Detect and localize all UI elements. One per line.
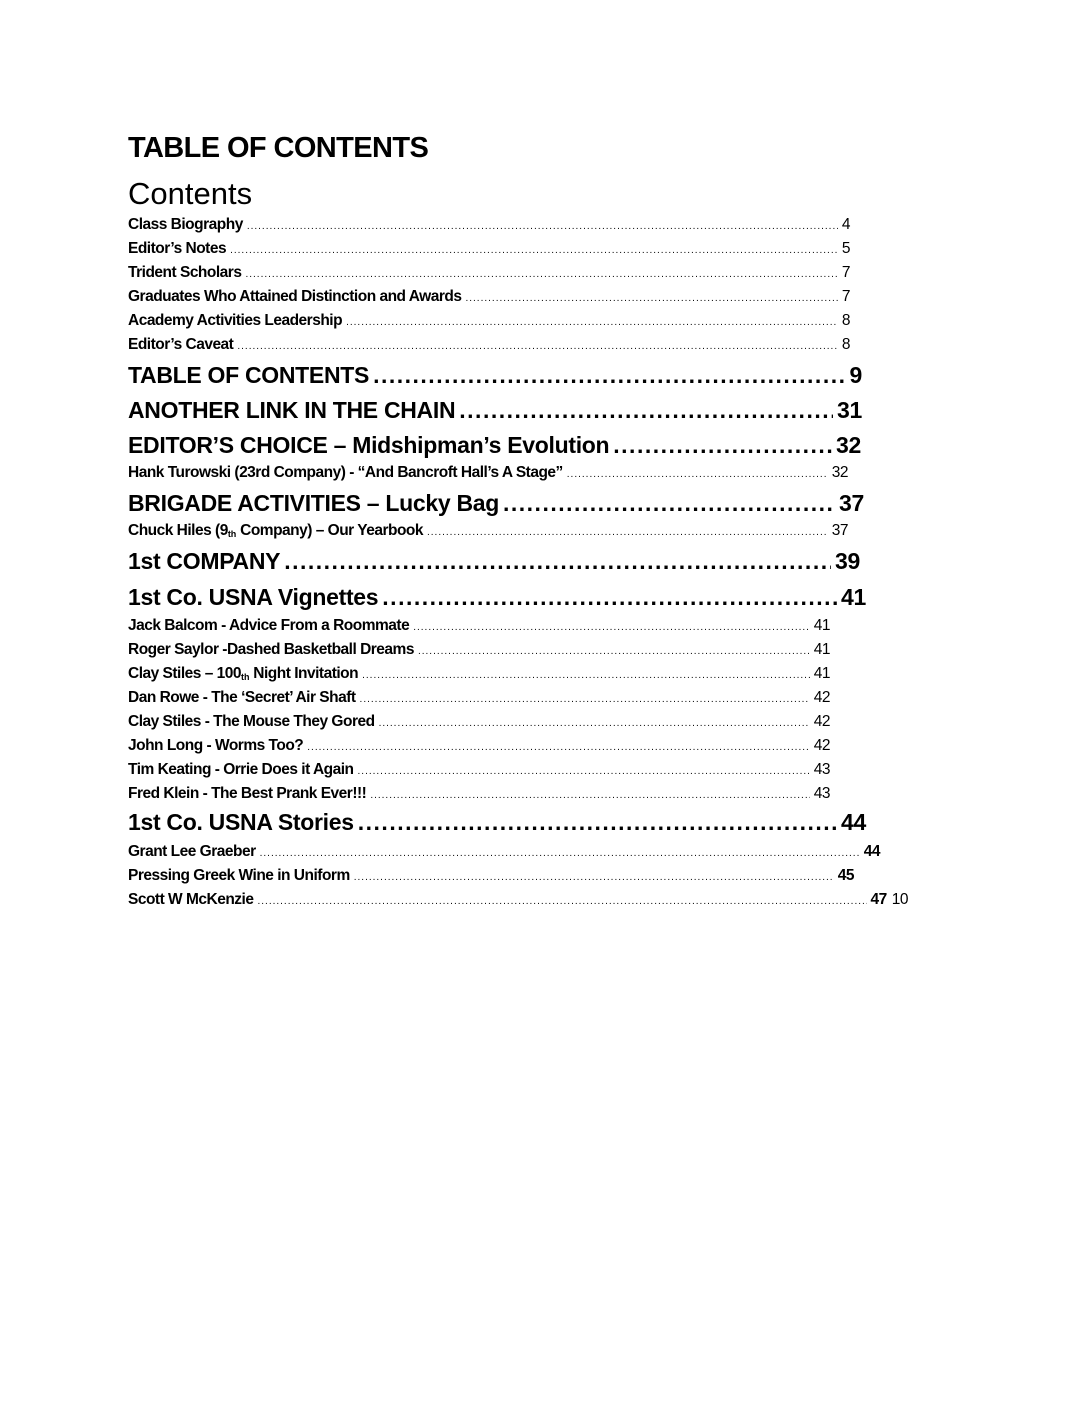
toc-entry-title: Clay Stiles - The Mouse They Gored xyxy=(128,713,375,730)
page-subheading: Contents xyxy=(128,176,253,211)
toc-entry[interactable] xyxy=(128,216,850,234)
toc-entry[interactable] xyxy=(128,867,854,885)
toc-entry-title: Academy Activities Leadership xyxy=(128,312,343,329)
toc-entry-title: Jack Balcom - Advice From a Roommate xyxy=(128,617,410,634)
toc-dot-leader xyxy=(354,872,834,883)
toc-page-number: 39 xyxy=(835,548,860,574)
toc-page-number: 8 xyxy=(841,312,850,329)
toc-entry[interactable] xyxy=(128,264,850,282)
toc-dot-leader xyxy=(379,718,810,729)
toc-entry[interactable] xyxy=(128,641,830,659)
toc-section[interactable] xyxy=(128,548,860,575)
toc-page-number: 7 xyxy=(841,288,850,305)
toc-page-number: 37 xyxy=(831,522,848,539)
toc-section[interactable] xyxy=(128,809,866,836)
toc-section-title: 1st Co. USNA Vignettes xyxy=(128,584,379,610)
toc-entry[interactable] xyxy=(128,891,908,909)
toc-entry-title: Roger Saylor -Dashed Basketball Dreams xyxy=(128,641,414,658)
toc-page-number: 44 xyxy=(841,809,866,835)
toc-dot-leader xyxy=(382,584,837,611)
toc-entry-title: Editor’s Notes xyxy=(128,240,227,257)
toc-dot-leader xyxy=(503,490,835,517)
toc-entry[interactable] xyxy=(128,617,830,635)
toc-section[interactable] xyxy=(128,490,864,517)
toc-page-number: 41 xyxy=(813,641,830,658)
toc-entry-title: Editor’s Caveat xyxy=(128,336,234,353)
toc-page-number: 4 xyxy=(841,216,850,233)
toc-entry-title: Graduates Who Attained Distinction and Awards xyxy=(128,288,462,305)
toc-page-number: 41 xyxy=(813,665,830,682)
toc-dot-leader xyxy=(358,766,810,777)
toc-entry-title: Dan Rowe - The ‘Secret’ Air Shaft xyxy=(128,689,356,706)
toc-dot-leader xyxy=(346,317,838,328)
toc-page-number: 47 xyxy=(870,891,887,908)
toc-dot-leader xyxy=(413,622,810,633)
toc-entry[interactable] xyxy=(128,464,848,482)
toc-page-number: 45 xyxy=(837,867,854,884)
toc-page-number: 42 xyxy=(813,737,830,754)
toc-dot-leader xyxy=(465,293,837,304)
toc-entry[interactable] xyxy=(128,713,830,731)
toc-entry-title: Chuck Hiles (9th Company) – Our Yearbook xyxy=(128,522,423,539)
toc-dot-leader xyxy=(245,269,837,280)
toc-page-number: 37 xyxy=(839,490,864,516)
toc-dot-leader xyxy=(360,694,810,705)
toc-entry[interactable] xyxy=(128,737,830,755)
toc-entry-title: Clay Stiles – 100th Night Invitation xyxy=(128,665,359,682)
toc-page-number: 42 xyxy=(813,689,830,706)
toc-section-title: 1st Co. USNA Stories xyxy=(128,809,354,835)
toc-entry-title: Class Biography xyxy=(128,216,243,233)
toc-page-number: 5 xyxy=(841,240,850,257)
toc-dot-leader xyxy=(373,362,845,389)
toc-dot-leader xyxy=(230,245,838,256)
toc-entry-title: Scott W McKenzie xyxy=(128,891,254,908)
toc-entry[interactable] xyxy=(128,843,880,861)
toc-section-title: EDITOR’S CHOICE – Midshipman’s Evolution xyxy=(128,432,610,458)
toc-dot-leader xyxy=(284,548,831,575)
toc-page-number: 7 xyxy=(841,264,850,281)
toc-entry-title: Trident Scholars xyxy=(128,264,242,281)
toc-dot-leader xyxy=(567,469,828,480)
toc-dot-leader xyxy=(307,742,809,753)
toc-section[interactable] xyxy=(128,362,862,389)
toc-page-number: 43 xyxy=(813,785,830,802)
toc-dot-leader xyxy=(247,221,838,232)
toc-entry[interactable] xyxy=(128,336,850,354)
toc-section[interactable] xyxy=(128,584,866,611)
toc-entry[interactable] xyxy=(128,761,830,779)
page-heading: TABLE OF CONTENTS xyxy=(128,132,429,164)
toc-page-number: 41 xyxy=(841,584,866,610)
toc-dot-leader xyxy=(427,527,828,538)
toc-page-number: 43 xyxy=(813,761,830,778)
toc-page-number: 9 xyxy=(849,362,862,388)
toc-section-title: ANOTHER LINK IN THE CHAIN xyxy=(128,397,456,423)
toc-page-number: 41 xyxy=(813,617,830,634)
toc-dot-leader xyxy=(237,341,838,352)
toc-entry-title: Pressing Greek Wine in Uniform xyxy=(128,867,350,884)
toc-dot-leader xyxy=(459,397,833,424)
toc-section[interactable] xyxy=(128,432,861,459)
toc-entry[interactable] xyxy=(128,665,830,683)
toc-entry-title: Hank Turowski (23rd Company) - “And Bancroft Hall’s A Stage” xyxy=(128,464,563,481)
toc-entry-title: Tim Keating - Orrie Does it Again xyxy=(128,761,354,778)
toc-page-number: 32 xyxy=(836,432,861,458)
toc-dot-leader xyxy=(260,848,860,859)
toc-entry-title: Grant Lee Graeber xyxy=(128,843,256,860)
toc-section[interactable] xyxy=(128,397,862,424)
toc-entry[interactable] xyxy=(128,312,850,330)
toc-section-title: 1st COMPANY xyxy=(128,548,281,574)
toc-section-title: BRIGADE ACTIVITIES – Lucky Bag xyxy=(128,490,499,516)
toc-section-title: TABLE OF CONTENTS xyxy=(128,362,370,388)
toc-dot-leader xyxy=(358,809,837,836)
toc-entry[interactable] xyxy=(128,785,830,803)
toc-trailing-number: 10 xyxy=(891,891,908,908)
toc-entry[interactable] xyxy=(128,689,830,707)
toc-entry-title: John Long - Worms Too? xyxy=(128,737,304,754)
toc-page-number: 32 xyxy=(831,464,848,481)
toc-page-number: 42 xyxy=(813,713,830,730)
toc-dot-leader xyxy=(362,670,810,681)
toc-dot-leader xyxy=(370,790,809,801)
toc-page-number: 8 xyxy=(841,336,850,353)
toc-page-number: 44 xyxy=(863,843,880,860)
toc-dot-leader xyxy=(418,646,810,657)
toc-dot-leader xyxy=(257,896,866,907)
toc-dot-leader xyxy=(613,432,832,459)
toc-entry[interactable] xyxy=(128,522,848,540)
toc-page-number: 31 xyxy=(837,397,862,423)
toc-entry[interactable] xyxy=(128,288,850,306)
toc-entry-title: Fred Klein - The Best Prank Ever!!! xyxy=(128,785,367,802)
toc-entry[interactable] xyxy=(128,240,850,258)
